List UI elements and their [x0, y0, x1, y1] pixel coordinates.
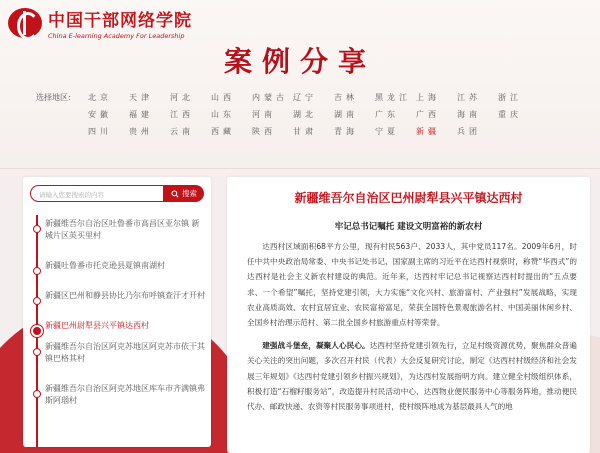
article-body: [247, 239, 577, 414]
region-item[interactable]: 西藏: [211, 127, 235, 136]
timeline-dot: [33, 390, 41, 398]
region-filter-label: 选择地区:: [36, 93, 71, 102]
region-item[interactable]: 湖北: [293, 110, 317, 119]
region-item[interactable]: 浙江: [498, 93, 522, 102]
region-item[interactable]: 新疆: [416, 127, 440, 136]
region-item[interactable]: 陕西: [252, 127, 276, 136]
case-list-item[interactable]: 新疆巴州尉犁县兴平镇达西村: [45, 321, 149, 330]
divider: [0, 168, 600, 169]
search-button-label: 搜索: [182, 189, 197, 198]
search-input[interactable]: 请输入您要搜索的内容: [30, 185, 164, 202]
region-item[interactable]: 湖南: [334, 110, 358, 119]
case-list-item[interactable]: 新疆区巴州和静县协比乃尔布呼镇查汗才开村: [45, 291, 205, 300]
page-title: 案例分享: [223, 45, 376, 78]
region-item[interactable]: 宁夏: [375, 127, 399, 136]
region-item[interactable]: 安徽: [88, 110, 112, 119]
article-subtitle: 牢记总书记嘱托 建设文明富裕的新农村: [334, 222, 483, 232]
region-item[interactable]: 广西: [416, 110, 440, 119]
article-panel: [227, 177, 590, 453]
region-item[interactable]: 辽宁: [293, 93, 317, 102]
region-item[interactable]: 贵州: [129, 127, 153, 136]
timeline-dot: [33, 225, 41, 233]
region-item[interactable]: 内蒙古: [252, 93, 288, 102]
region-item[interactable]: 江西: [170, 110, 194, 119]
region-item[interactable]: 河北: [170, 93, 194, 102]
case-list-item[interactable]: 新疆维吾尔自治区阿克苏地区阿克苏市依干其镇巴格其村: [45, 342, 205, 363]
timeline-dot: [33, 267, 41, 275]
region-item[interactable]: 北京: [88, 93, 112, 102]
region-list: [88, 92, 548, 137]
case-list-item[interactable]: 新疆吐鲁番市托克逊县夏镇南湖村: [45, 261, 165, 270]
paragraph-lead: 建强战斗堡垒，凝聚人心民心。: [262, 341, 370, 351]
region-item[interactable]: 吉林: [334, 93, 358, 102]
region-item[interactable]: 山东: [211, 110, 235, 119]
logo-chinese-name: 中国干部网络学院: [48, 11, 192, 31]
region-item[interactable]: 海南: [457, 110, 481, 119]
region-item[interactable]: 四川: [88, 127, 112, 136]
case-list-item[interactable]: 新疆维吾尔自治区吐鲁番市高昌区亚尔镇 新城片区英买里村: [45, 219, 200, 240]
site-logo[interactable]: [8, 6, 192, 40]
article-title: 新疆维吾尔自治区巴州尉犁县兴平镇达西村: [294, 191, 523, 205]
logo-emblem-icon: [8, 8, 42, 38]
article-paragraph: 达西村区域面积68平方公里，现有村民563户、2033人，其中党员117名。2009年6月，时任中共中央政治局常委、中央书记处书记、国家副主席的习近平在达西村视察时，称赞“华西式”的达西村是社会主义新农村建设的典范。近年来，达西村牢记总书记视察达西村时提出的“五点要求、一个希望”嘱托，坚持党建引领，大力实施“文化兴村、旅游富村、产业强村”发展战略，实现农业高质高效、农村宜居宜业、农民富裕富足，荣获全国特色景观旅游名村、中国美丽休闲乡村、全国乡村治理示范村、第二批全国乡村旅游重点村等荣誉。: [247, 242, 577, 328]
timeline-dot: [33, 348, 41, 356]
region-item[interactable]: 天津: [129, 93, 153, 102]
region-item[interactable]: 广东: [375, 110, 399, 119]
region-item[interactable]: 福建: [129, 110, 153, 119]
timeline-dot: [33, 327, 41, 335]
timeline-dot: [33, 297, 41, 305]
region-item[interactable]: 兵团: [457, 127, 481, 136]
region-item[interactable]: 甘肃: [293, 127, 317, 136]
region-item[interactable]: 山西: [211, 93, 235, 102]
logo-english-name: China E-learning Academy For Leadership: [48, 32, 185, 40]
article-paragraph: [247, 338, 577, 414]
paragraph-text: 达西村坚持党建引领先行，立足村级资源优势，聚焦群众普遍关心关注的突出问题，多次召开村民（代表）大会反复研究讨论，制定《达西村村级经济和社会发展三年规划》《达西村党建引领乡村振兴规划》，为达西村发展指明方向。建立健全村级组织体系，积极打造“石榴籽服务站”，改造提升村民活动中心、达西物业便民服务中心等服务阵地，推动便民代办、邮政快递、农资等村民服务事项进村，使村级阵地成为基层最具人气的地: [247, 341, 578, 412]
region-item[interactable]: 上海: [416, 93, 440, 102]
region-item[interactable]: 河南: [252, 110, 276, 119]
region-item[interactable]: 黑龙江: [375, 93, 411, 102]
region-item[interactable]: 云南: [170, 127, 194, 136]
region-item[interactable]: 重庆: [498, 110, 522, 119]
case-list-item[interactable]: 新疆维吾尔自治区阿克苏地区库车市齐满镇弗斯阿瑙村: [45, 384, 205, 405]
search-button[interactable]: [164, 185, 204, 202]
region-item[interactable]: 江苏: [457, 93, 481, 102]
region-item[interactable]: 青海: [334, 127, 358, 136]
search-icon: [171, 190, 179, 198]
case-list-panel: [23, 177, 211, 447]
